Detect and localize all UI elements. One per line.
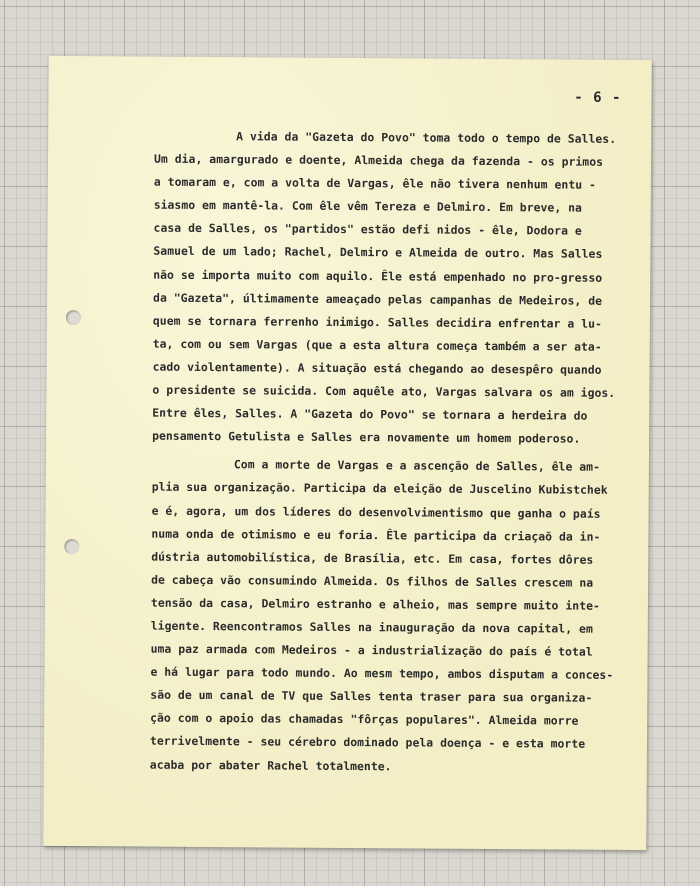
text-line: Samuel de um lado; Rachel, Delmiro e Almeida de outro. Mas Salles (153, 244, 603, 262)
text-line: tensão da casa, Delmiro estranho e alheio, mas sempre muito inte- (150, 595, 601, 613)
text-line: ligente. Reencontramos Salles na inauguração da nova capital, em (150, 618, 593, 636)
text-line: e é, agora, um dos líderes do desenvolvimentismo que ganha o país (151, 503, 601, 521)
text-line: ção com o apoio das chamadas "fôrças populares". Almeida morre (150, 710, 579, 728)
text-line: Um dia, amargurado e doente, Almeida chega da fazenda - os primos (154, 151, 604, 169)
text-line: numa onda de otimismo e eu foria. Êle participa da criaçaõ da in- (151, 526, 601, 544)
text-line: cado violentamente). A situação está chegando ao desespêro quando (152, 359, 602, 377)
text-line: não se importa muito com aquilo. Êle está empenhado no pro-gresso (153, 267, 603, 285)
text-line: terrivelmente - seu cérebro dominado pela doença - e esta morte (149, 734, 586, 752)
paragraph-2 (150, 453, 632, 780)
text-line: o presidente se suicida. Com aquêle ato, Vargas salvara os am igos. (152, 382, 616, 400)
text-line: acaba por abater Rachel totalmente. (149, 757, 392, 773)
punch-hole (66, 310, 81, 325)
text-line: são de um canal de TV que Salles tenta traser para sua organiza- (150, 687, 593, 705)
text-line: siasmo em mantê-la. Com êle vêm Tereza e Delmiro. Em breve, na (153, 197, 583, 215)
typewritten-page (43, 56, 652, 850)
text-line: casa de Salles, os "partidos" estão defi nidos - êle, Dodora e (153, 221, 582, 239)
document-body (150, 125, 635, 780)
page-number: - 6 - (574, 89, 622, 106)
text-line: quem se tornara ferrenho inimigo. Salles decidira enfrentar a lu- (152, 313, 602, 331)
punch-hole (64, 539, 79, 554)
text-line: Com a morte de Vargas e a ascenção de Salles, êle am- (233, 457, 601, 475)
text-line: uma paz armada com Medeiros - a industrialização do país é total (150, 641, 593, 659)
text-line: plia sua organização. Participa da eleição de Juscelino Kubistchek (151, 480, 608, 498)
text-line: e há lugar para todo mundo. Ao mesm tempo, ambos disputam a conces- (150, 664, 614, 683)
text-line: ta, com ou sem Vargas (que a esta altura começa também a ser ata- (152, 336, 602, 354)
text-line: de cabeça vão consumindo Almeida. Os filhos de Salles crescem na (151, 572, 594, 590)
text-line: Entre êles, Salles. A "Gazeta do Povo" se tornara a herdeira do (152, 405, 588, 423)
paragraph-1 (152, 125, 634, 452)
text-line: pensamento Getulista e Salles era novamente um homem poderoso. (152, 428, 581, 446)
text-line: dústria automobilística, de Brasília, etc. Em casa, fortes dôres (151, 549, 594, 567)
text-line: A vida da "Gazeta do Povo" toma todo o tempo de Salles. (236, 129, 617, 146)
text-line: da "Gazeta", últimamente ameaçado pelas campanhas de Medeiros, de (153, 290, 603, 308)
text-line: a tomaram e, com a volta de Vargas, êle não tivera nenhum entu - (153, 174, 597, 192)
